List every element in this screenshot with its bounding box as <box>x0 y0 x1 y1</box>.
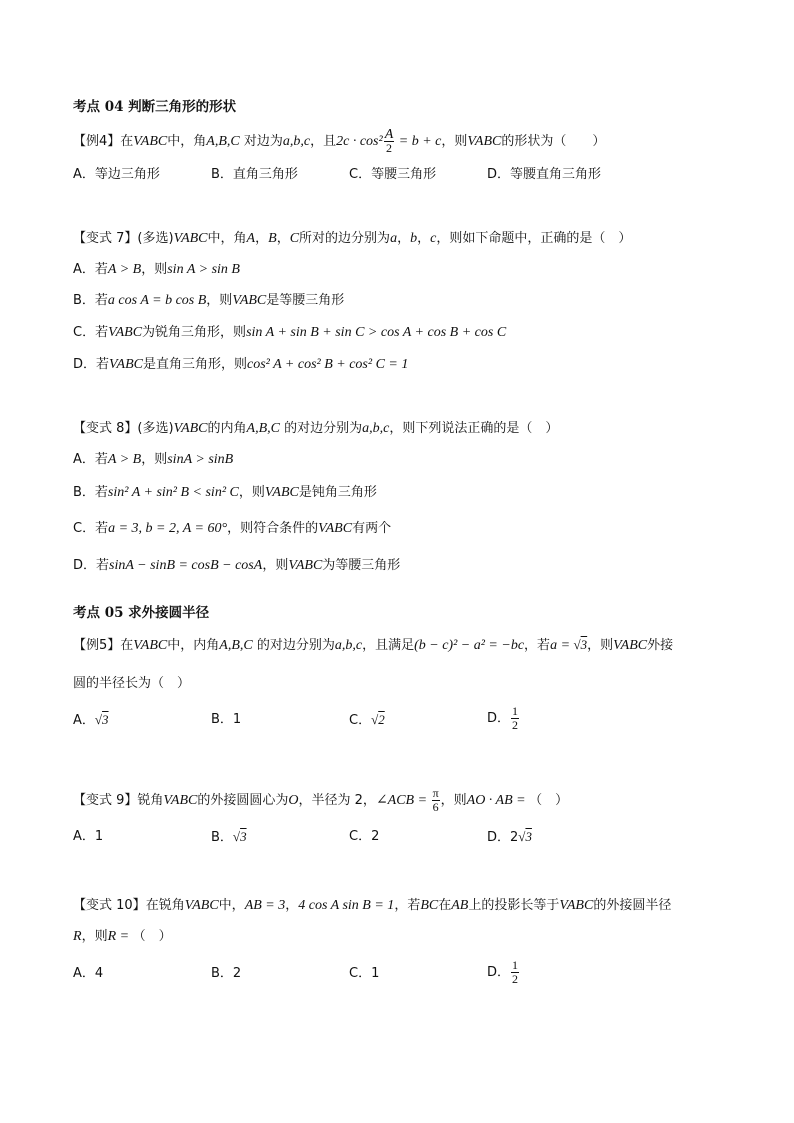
option-a[interactable]: A．4 <box>73 966 104 981</box>
option-a[interactable]: A．√3 <box>73 712 109 728</box>
option-b[interactable]: B．√3 <box>211 829 247 845</box>
option-c[interactable]: C．等腰三角形 <box>349 167 437 182</box>
example-4-question: 【例4】在VABC中，角A,B,C 对边为a,b,c，且2c · cos² $\frac{A}{2}$ = b + c，则VABC的形状为（ ） <box>73 127 606 155</box>
option-d[interactable]: D．2√3 <box>487 829 532 845</box>
variant-7-option-a[interactable]: A．若A > B，则sin A > sin B <box>73 262 240 277</box>
variant-8-option-d[interactable]: D．若sinA − sinB = cosB − cosA，则VABC为等腰三角形 <box>73 558 401 573</box>
variant-10-question-line2: R，则R = （ ） <box>73 929 172 944</box>
section-04-heading: 考点 04 判断三角形的形状 <box>73 99 237 115</box>
variant-7-option-c[interactable]: C．若VABC为锐角三角形，则sin A + sin B + sin C > cos A + cos B + cos C <box>73 325 507 340</box>
variant-8-question: 【变式 8】(多选)VABC的内角A,B,C 的对边分别为a,b,c，则下列说法正确的是（ ） <box>73 421 559 436</box>
option-a[interactable]: A．1 <box>73 829 104 844</box>
variant-8-option-b[interactable]: B．若sin² A + sin² B < sin² C，则VABC是钝角三角形 <box>73 485 377 500</box>
example-tag: 【例5】 <box>73 638 121 653</box>
variant-8-option-a[interactable]: A．若A > B，则sinA > sinB <box>73 452 234 467</box>
option-d[interactable]: D． $\frac{1}{2}$ <box>487 704 519 732</box>
option-c[interactable]: C．1 <box>349 966 380 981</box>
option-c[interactable]: C．2 <box>349 829 380 844</box>
variant-7-option-d[interactable]: D．若VABC是直角三角形，则cos² A + cos² B + cos² C = 1 <box>73 357 409 372</box>
sqrt-symbol: √3 <box>573 637 588 652</box>
section-05-heading: 考点 05 求外接圆半径 <box>73 605 210 621</box>
option-b[interactable]: B．1 <box>211 712 242 727</box>
option-a[interactable]: A．等边三角形 <box>73 167 160 182</box>
variant-7-question: 【变式 7】(多选)VABC中，角A，B，C所对的边分别为a，b，c，则如下命题中，正确的是（ ） <box>73 231 632 246</box>
example-5-question: 【例5】在VABC中，内角A,B,C 的对边分别为a,b,c，且满足(b − c)² − a² = −bc，若a = √3，则VABC外接 <box>73 637 674 653</box>
option-d[interactable]: D．等腰直角三角形 <box>487 167 602 182</box>
variant-9-question: 【变式 9】锐角VABC的外接圆圆心为O，半径为 2，∠ACB = $\frac{\pi}{6}$ ，则AO · AB = （ ） <box>73 786 569 814</box>
option-b[interactable]: B．直角三角形 <box>211 167 298 182</box>
variant-10-question: 【变式 10】在锐角VABC中，AB = 3，4 cos A sin B = 1，若BC在AB上的投影长等于VABC的外接圆半径 <box>73 898 672 913</box>
variant-tag: 【变式 7】 <box>73 231 138 246</box>
variant-8-option-c[interactable]: C．若a = 3, b = 2, A = 60°，则符合条件的VABC有两个 <box>73 521 392 536</box>
option-b[interactable]: B．2 <box>211 966 242 981</box>
example-5-question-line2: 圆的半径长为（ ） <box>73 676 191 691</box>
variant-tag: 【变式 10】 <box>73 898 146 913</box>
variant-7-option-b[interactable]: B．若a cos A = b cos B，则VABC是等腰三角形 <box>73 293 345 308</box>
fraction: $\frac{A}{2}$ <box>384 127 394 155</box>
example-tag: 【例4】 <box>73 134 121 149</box>
variant-tag: 【变式 8】 <box>73 421 138 436</box>
variant-tag: 【变式 9】 <box>73 793 138 808</box>
option-d[interactable]: D． $\frac{1}{2}$ <box>487 958 519 986</box>
option-c[interactable]: C．√2 <box>349 712 385 728</box>
